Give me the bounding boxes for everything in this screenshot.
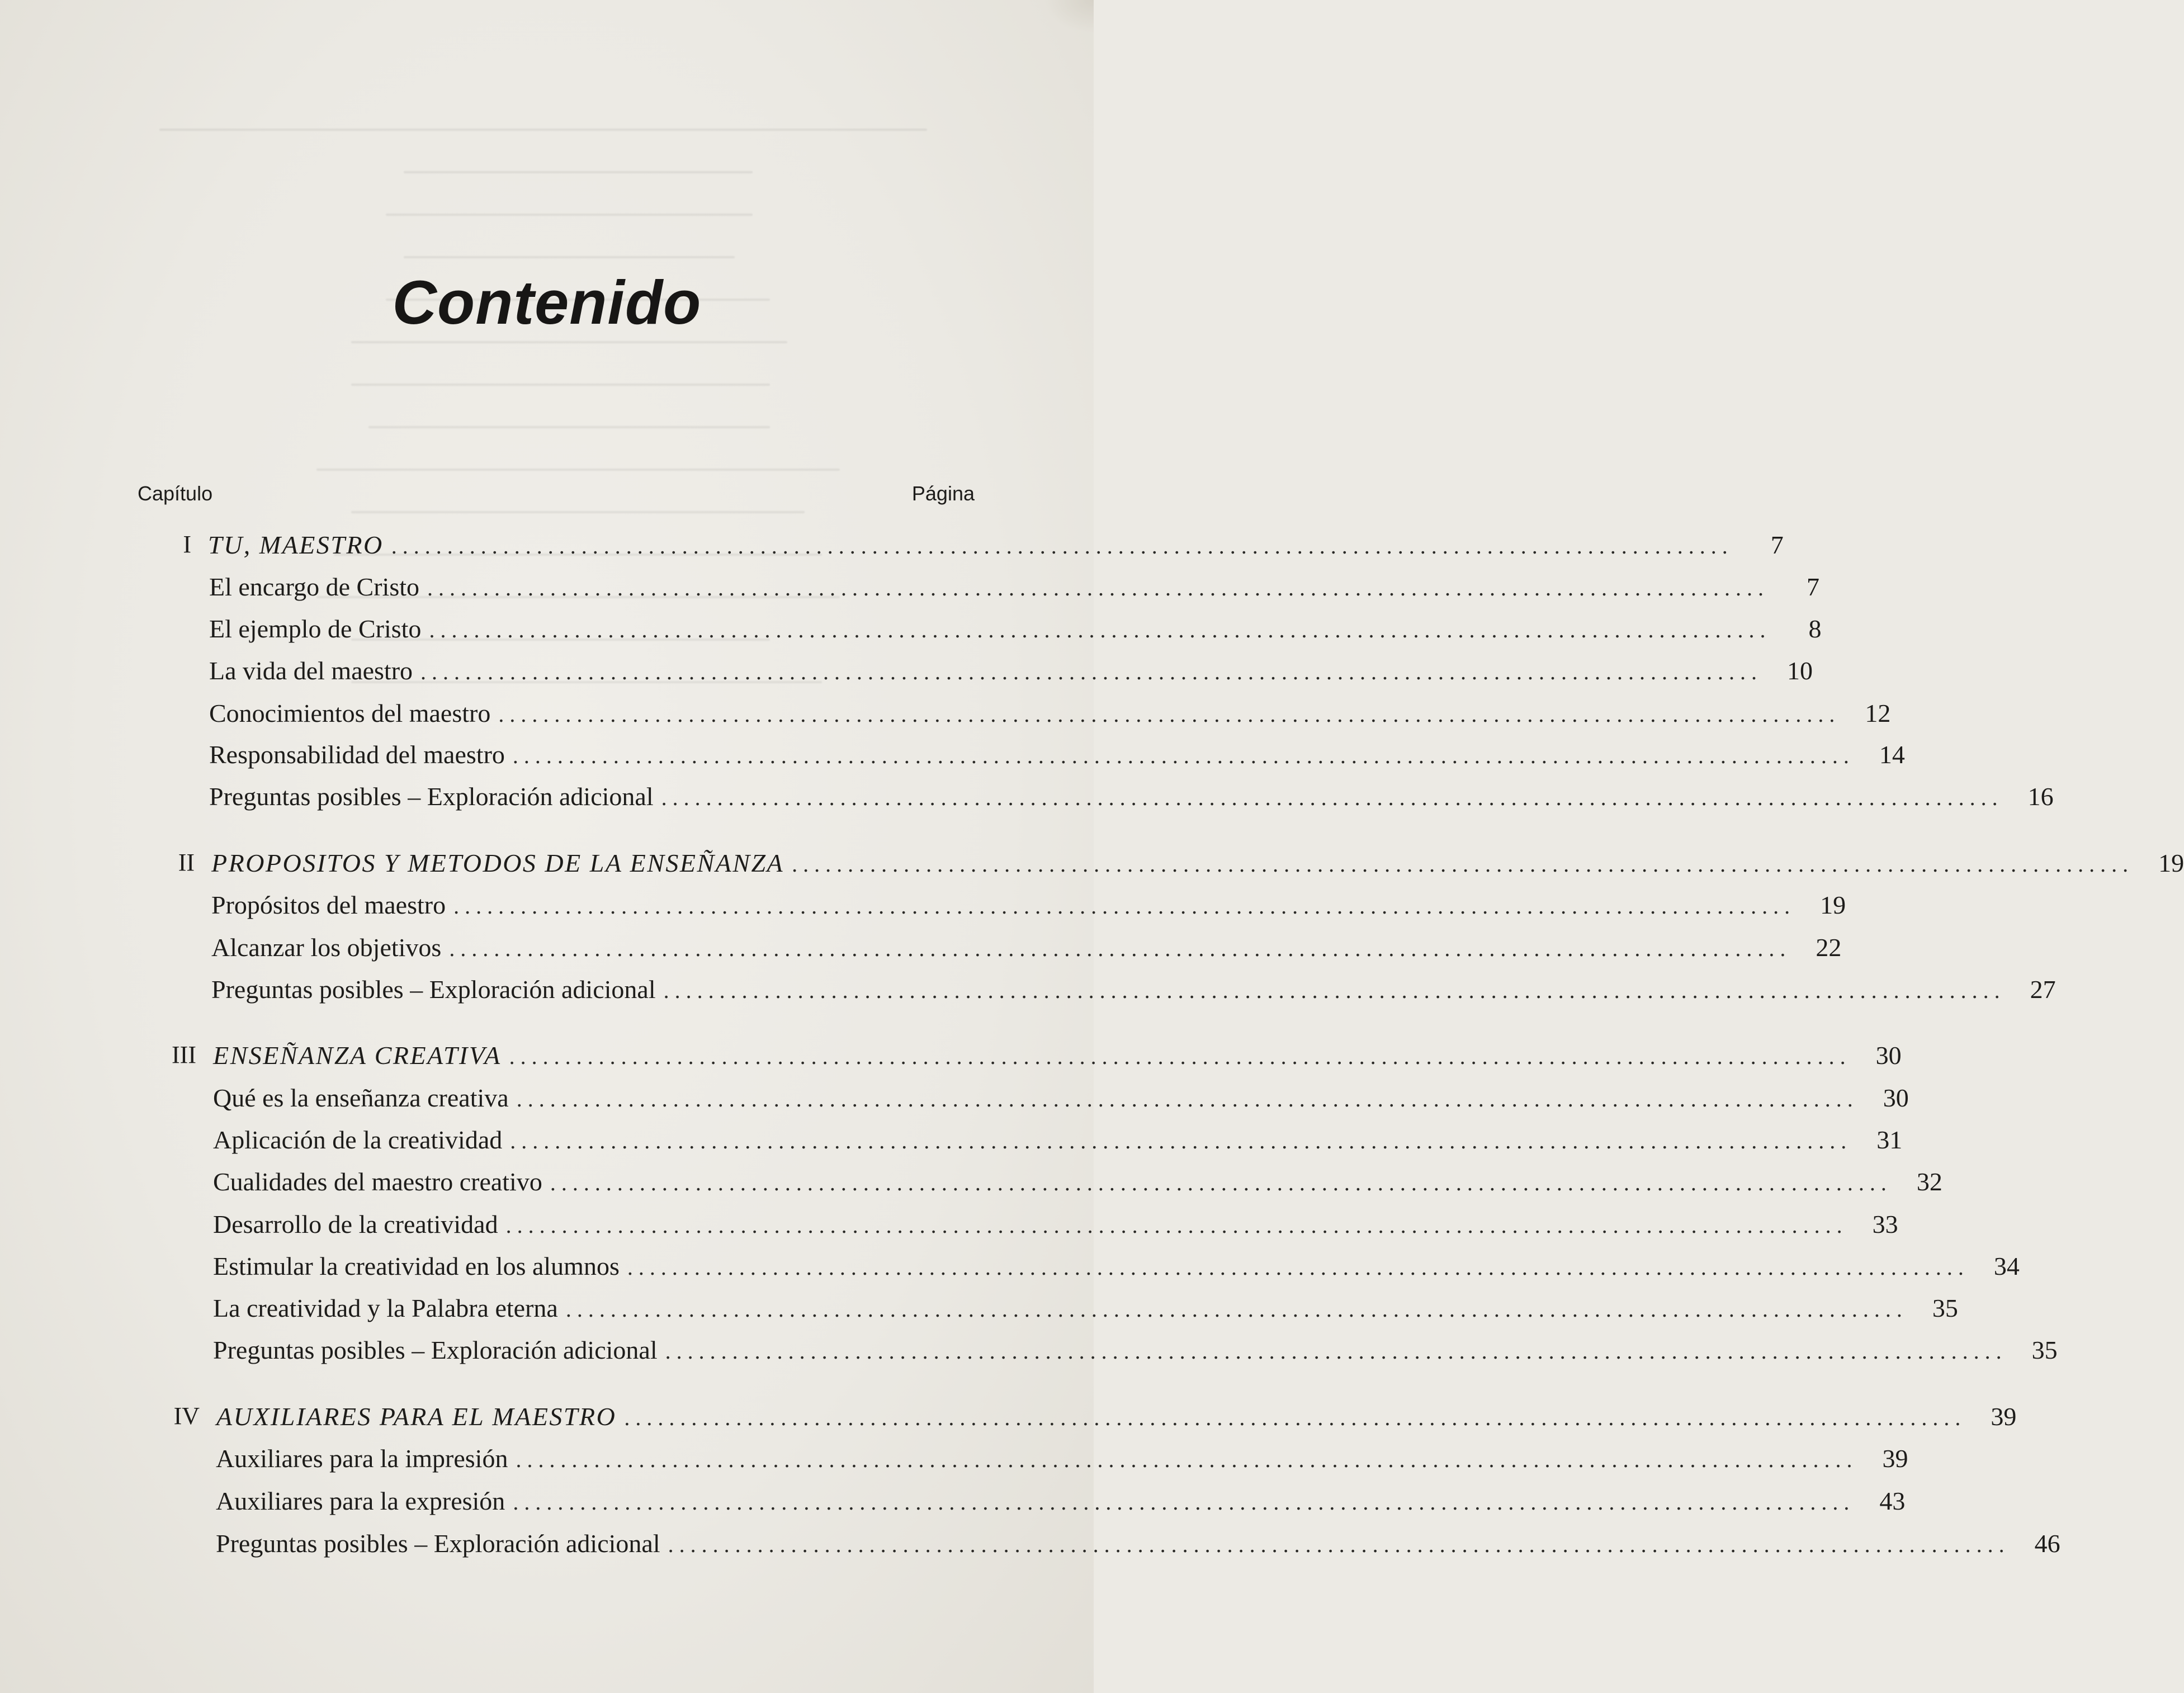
chapter-numeral: II bbox=[178, 849, 195, 876]
page-number: 7 bbox=[1770, 531, 1784, 559]
dot-leader: ........................................................................................................................ bbox=[453, 893, 1796, 919]
chapter-numeral: III bbox=[172, 1041, 196, 1068]
dot-leader: ........................................................................................................................ bbox=[565, 1297, 1908, 1322]
dot-leader: ........................................................................................................................ bbox=[449, 936, 1791, 961]
section-title: Cualidades del maestro creativo bbox=[213, 1167, 542, 1196]
section-title: La vida del maestro bbox=[209, 656, 413, 685]
section-row bbox=[213, 1293, 1958, 1327]
page-number: 34 bbox=[1993, 1252, 2020, 1280]
chapter-title: ENSEÑANZA CREATIVA bbox=[213, 1041, 502, 1070]
page-number: 30 bbox=[1875, 1041, 1902, 1070]
dot-leader: ........................................................................................................................ bbox=[663, 978, 2006, 1003]
section-row bbox=[216, 1529, 2060, 1562]
page-column-header: Página bbox=[911, 482, 975, 505]
dot-leader: ........................................................................................................................ bbox=[513, 1489, 1855, 1515]
dot-leader: ........................................................................................................................ bbox=[498, 702, 1841, 727]
section-row bbox=[213, 1083, 1909, 1117]
dot-leader: ........................................................................................................................ bbox=[665, 1339, 2007, 1364]
section-title: Responsabilidad del maestro bbox=[209, 740, 505, 769]
page-number: 19 bbox=[1820, 891, 1846, 919]
section-title: Auxiliares para la impresión bbox=[216, 1444, 508, 1473]
dot-leader: ........................................................................................................................ bbox=[516, 1447, 1858, 1472]
page-number: 8 bbox=[1808, 614, 1822, 643]
page-number: 16 bbox=[2027, 782, 2054, 811]
section-row bbox=[209, 614, 1822, 647]
chapter-numeral: IV bbox=[173, 1402, 200, 1430]
dot-leader: ........................................................................................................................ bbox=[429, 617, 1771, 642]
page-number: 31 bbox=[1876, 1125, 1903, 1154]
dot-leader: ........................................................................................................................ bbox=[427, 575, 1769, 600]
page-corner-stain bbox=[1043, 0, 1094, 34]
section-title: El encargo de Cristo bbox=[209, 573, 419, 601]
section-row bbox=[209, 698, 1891, 732]
section-row bbox=[209, 782, 2054, 815]
section-row bbox=[213, 1167, 1942, 1200]
section-title: Preguntas posibles – Exploración adicional bbox=[209, 782, 654, 811]
section-row bbox=[211, 975, 2056, 1008]
dot-leader: ........................................................................................................................ bbox=[627, 1255, 1969, 1280]
page-number: 43 bbox=[1879, 1487, 1906, 1515]
page-number: 27 bbox=[2030, 975, 2056, 1004]
section-row bbox=[209, 656, 1813, 689]
section-title: Propósitos del maestro bbox=[211, 891, 446, 919]
page-number: 35 bbox=[1932, 1294, 1958, 1322]
section-title: Alcanzar los objetivos bbox=[211, 933, 442, 962]
page-number: 10 bbox=[1787, 656, 1813, 685]
dot-leader: ........................................................................................................................ bbox=[420, 659, 1763, 684]
section-row bbox=[213, 1209, 1898, 1243]
section-title: Qué es la enseñanza creativa bbox=[213, 1084, 509, 1112]
dot-leader: ........................................................................................................................ bbox=[624, 1405, 1966, 1430]
dot-leader: ........................................................................................................................ bbox=[668, 1532, 2010, 1557]
section-title: Preguntas posibles – Exploración adicional bbox=[216, 1529, 660, 1558]
page-number: 12 bbox=[1865, 699, 1891, 727]
chapter-column-header: Capítulo bbox=[138, 482, 213, 505]
section-title: Auxiliares para la expresión bbox=[216, 1487, 505, 1515]
page-title: Contenido bbox=[392, 268, 702, 337]
section-title: La creatividad y la Palabra eterna bbox=[213, 1294, 558, 1322]
chapter-title: TU, MAESTRO bbox=[208, 531, 384, 559]
page-number: 22 bbox=[1816, 933, 1842, 962]
dot-leader: ........................................................................................................................ bbox=[661, 785, 2003, 810]
section-row bbox=[216, 1486, 1906, 1520]
chapter-numeral: I bbox=[183, 531, 191, 558]
page-number: 32 bbox=[1916, 1167, 1942, 1196]
section-row bbox=[213, 1125, 1903, 1158]
section-row bbox=[211, 890, 1846, 924]
section-title: Desarrollo de la creatividad bbox=[213, 1210, 498, 1238]
dot-leader: ........................................................................................................................ bbox=[792, 852, 2134, 877]
section-title: Preguntas posibles – Exploración adicional bbox=[213, 1336, 658, 1364]
page-number: 30 bbox=[1883, 1084, 1909, 1112]
page-number: 14 bbox=[1879, 740, 1905, 769]
page-number: 35 bbox=[2031, 1336, 2058, 1364]
page-number: 33 bbox=[1872, 1210, 1898, 1238]
dot-leader: ........................................................................................................................ bbox=[391, 533, 1733, 559]
section-row bbox=[213, 1335, 2058, 1369]
dot-leader: ........................................................................................................................ bbox=[505, 1213, 1848, 1238]
page-number: 46 bbox=[2034, 1529, 2060, 1558]
page-number: 7 bbox=[1807, 573, 1819, 601]
page-number: 39 bbox=[1882, 1444, 1908, 1473]
dot-leader: ........................................................................................................................ bbox=[510, 1128, 1852, 1153]
section-row bbox=[209, 740, 1905, 773]
section-title: Conocimientos del maestro bbox=[209, 699, 491, 727]
chapter-title: PROPOSITOS Y METODOS DE LA ENSEÑANZA bbox=[211, 849, 784, 877]
dot-leader: ........................................................................................................................ bbox=[512, 743, 1855, 768]
section-title: Estimular la creatividad en los alumnos bbox=[213, 1252, 620, 1280]
section-title: Aplicación de la creatividad bbox=[213, 1125, 503, 1154]
section-row bbox=[209, 572, 1819, 606]
section-title: El ejemplo de Cristo bbox=[209, 614, 422, 643]
section-row bbox=[216, 1444, 1908, 1477]
chapter-row bbox=[173, 1402, 2017, 1435]
chapter-title: AUXILIARES PARA EL MAESTRO bbox=[216, 1402, 617, 1431]
section-title: Preguntas posibles – Exploración adicional bbox=[211, 975, 656, 1004]
section-row bbox=[213, 1251, 2020, 1285]
dot-leader: ........................................................................................................................ bbox=[516, 1086, 1859, 1112]
chapter-row bbox=[183, 530, 1784, 564]
section-row bbox=[211, 933, 1842, 966]
page-number: 19 bbox=[2158, 849, 2184, 877]
chapter-row bbox=[172, 1041, 1902, 1074]
dot-leader: ........................................................................................................................ bbox=[509, 1044, 1851, 1069]
dot-leader: ........................................................................................................................ bbox=[550, 1170, 1892, 1195]
chapter-row bbox=[178, 848, 2184, 882]
page-number: 39 bbox=[1991, 1402, 2017, 1431]
